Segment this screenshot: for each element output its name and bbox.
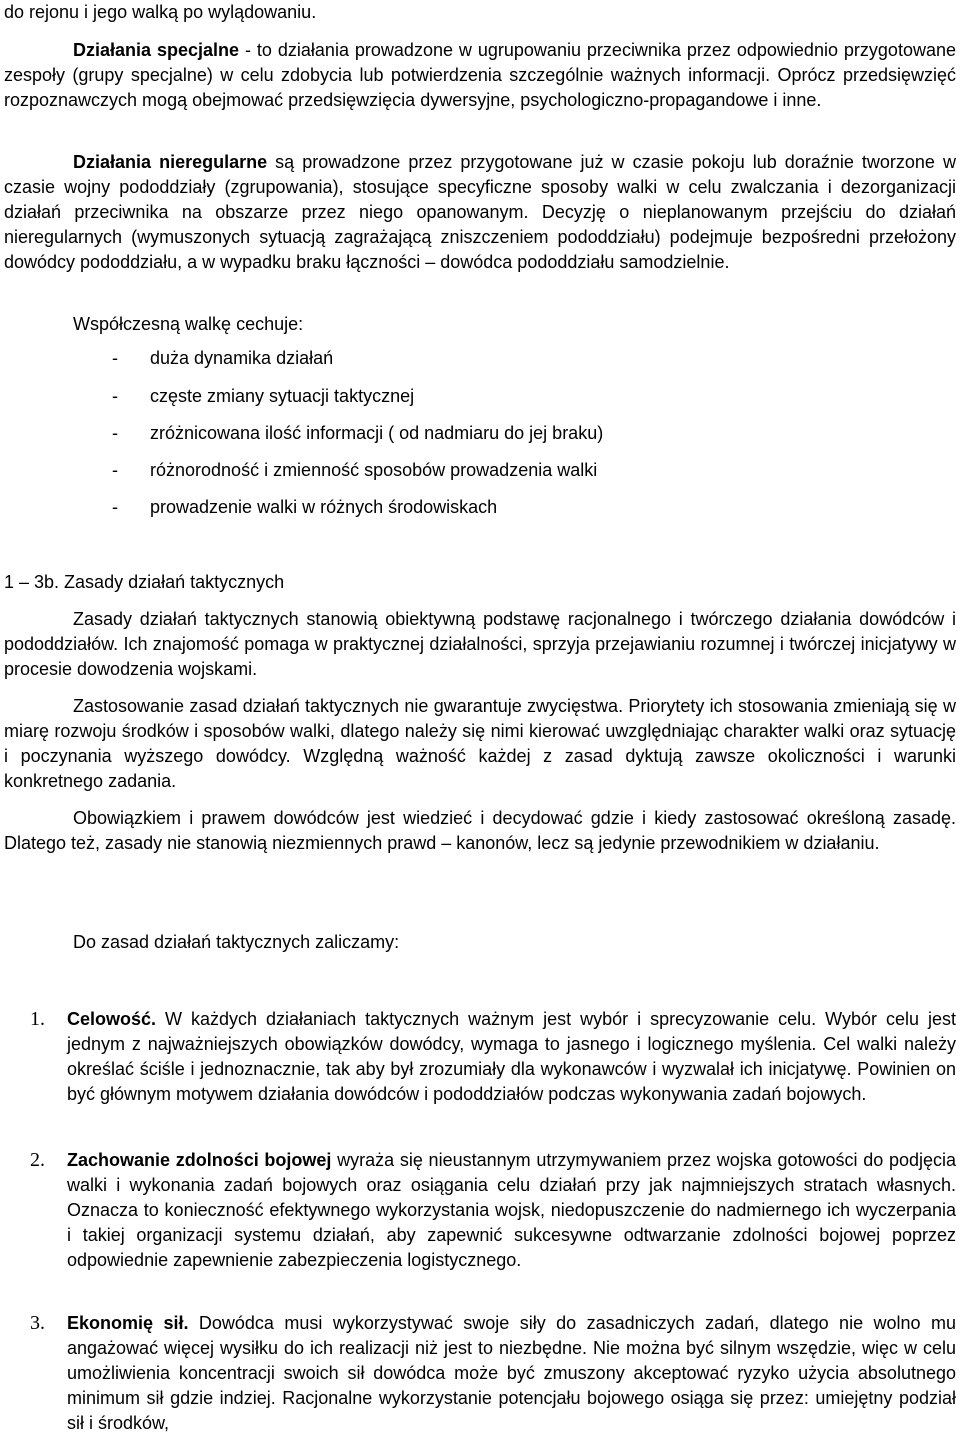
list-item: - częste zmiany sytuacji taktycznej [112, 386, 415, 406]
list-item: - duża dynamika działań [112, 348, 334, 368]
modern-combat-intro: Współczesną walkę cechuje: [73, 314, 304, 334]
section-heading: 1 – 3b. Zasady działań taktycznych [4, 572, 285, 592]
list-intro: Do zasad działań taktycznych zaliczamy: [73, 932, 400, 952]
term-irregular-operations: Działania nieregularne [73, 152, 268, 172]
principle-item: 3. Ekonomię sił. Dowódca musi wykorzystywać swoje siły do zasadniczych zadań, dlatego nie wolno mu angażować więcej wysiłku do ich realizacji niż jest to niezbędne. Nie można być silnym wszędzie, więc w celu umożliwienia koncentracji swoich sił dowódca może być zmuszony akceptować ryzyko użycia absolutnego minimum sił gdzie indziej. Racjonalne wykorzystanie potencjału bojowego osiąga się przez: umiejętny podział sił i środków, [30, 1312, 956, 1433]
list-item: - prowadzenie walki w różnych środowiskach [112, 497, 498, 517]
principle-item: 1. Celowość. W każdych działaniach taktycznych ważnym jest wybór i sprecyzowanie celu. Wybór celu jest jednym z najważniejszych obowiązków dowódcy, wymaga to jasnego i logicznego myślenia. Cel walki należy określać ściśle i jednoznacznie, tak aby był zrozumiały dla wykonawców i wyzwalał ich inicjatywę. Powinien on być głównym motywem działania dowódców i pododdziałów podczas wykonywania zadań bojowych. [30, 1008, 956, 1104]
item-number: 3. [30, 1312, 45, 1334]
paragraph-principles-1: Zasady działań taktycznych stanowią obiektywną podstawę racjonalnego i twórczego działania dowódców i pododdziałów. Ich znajomość pomaga w praktycznej działalności, sprzyja przejawianiu rozumnej i twórczej inicjatywy w procesie dowodzenia wojskami. [4, 609, 956, 679]
principle-term: Celowość. [67, 1009, 157, 1029]
paragraph-principles-2: Zastosowanie zasad działań taktycznych nie gwarantuje zwycięstwa. Priorytety ich stosowania zmieniają się w miarę rozwoju środków i sposobów walki, dlatego należy się nimi kierować uwzględniając charakter walki oraz sytuację i poczynania wyższego dowódcy. Względną ważność każdej z zasad dyktują zawsze okoliczności i warunki konkretnego zadania. [4, 696, 956, 791]
item-number: 1. [30, 1008, 45, 1030]
term-special-operations: Działania specjalne [73, 40, 240, 60]
paragraph-special-operations: Działania specjalne - to działania prowadzone w ugrupowaniu przeciwnika przez odpowiednio przygotowane zespoły (grupy specjalne) w celu zdobycia lub potwierdzenia szczególnie ważnych informacji. Oprócz przedsięwzięć rozpoznawczych mogą obejmować przedsięwzięcia dywersyjne, psychologiczno-propagandowe i inne. [4, 40, 956, 110]
paragraph-principles-3: Obowiązkiem i prawem dowódców jest wiedzieć i decydować gdzie i kiedy zastosować określoną zasadę. Dlatego też, zasady nie stanowią niezmiennych prawd – kanonów, lecz są jedynie przewodnikiem w działaniu. [4, 808, 956, 853]
list-item: - różnorodność i zmienność sposobów prowadzenia walki [112, 460, 598, 480]
principle-term: Ekonomię sił. [67, 1313, 189, 1333]
principle-term: Zachowanie zdolności bojowej [67, 1150, 332, 1170]
paragraph-irregular-operations: Działania nieregularne są prowadzone przez przygotowane już w czasie pokoju lub doraźnie tworzone w czasie wojny pododdziały (zgrupowania), stosujące specyficzne sposoby walki w celu zwalczania i dezorganizacji działań przeciwnika na obszarze przez niego opanowanym. Decyzję o nieplanowanym przejściu do działań nieregularnych (wymuszonych sytuacją zagrażającą zniszczeniem pododdziału) podejmuje bezpośredni przełożony dowódcy pododdziału, a w wypadku braku łączności – dowódca pododdziału samodzielnie. [4, 152, 956, 272]
principle-item: 2. Zachowanie zdolności bojowej wyraża się nieustannym utrzymywaniem przez wojska gotowości do podjęcia walki i wykonania zadań bojowych oraz osiągania celu działań przy jak najmniejszych stratach własnych. Oznacza to konieczność efektywnego wykorzystania wojsk, niedopuszczenie do nadmiernego ich wyczerpania i takiej organizacji systemu działań, aby zapewnić sukcesywne odtwarzanie zdolności bojowej poprzez odpowiednie zapewnienie zabezpieczenia logistycznego. [30, 1149, 956, 1270]
intro-line: do rejonu i jego walką po wylądowaniu. [4, 2, 317, 22]
list-item: - zróżnicowana ilość informacji ( od nadmiaru do jej braku) [112, 423, 604, 443]
item-number: 2. [30, 1149, 45, 1171]
